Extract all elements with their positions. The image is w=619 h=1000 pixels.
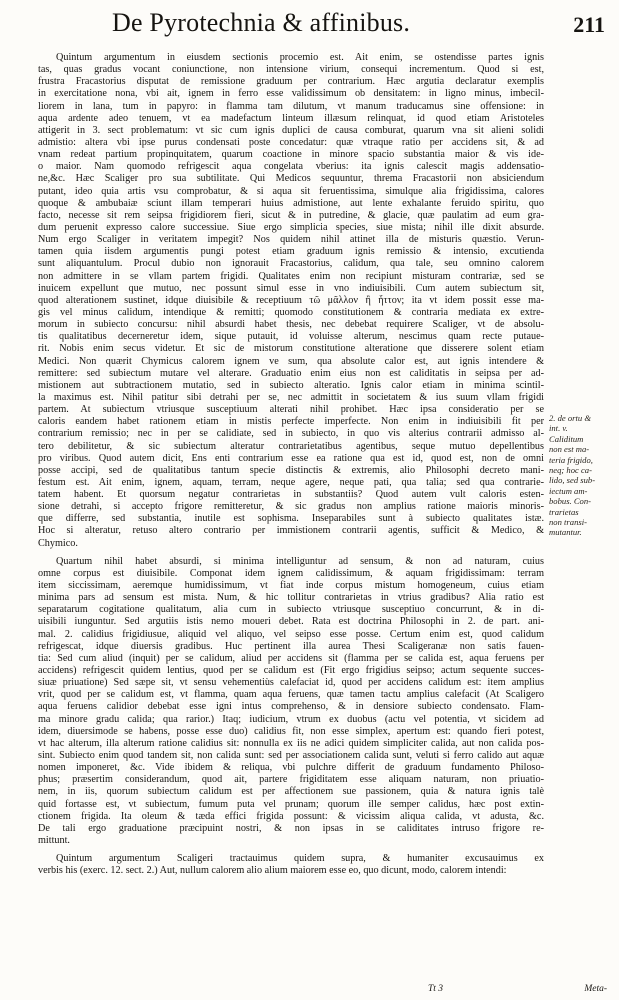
text-line: liorem in lana, tum in papyro: in flamma tam dilutum, vt manum traducamus sine offensione: in (38, 100, 544, 112)
text-line: dum peruenit expresso calore successiue. Siue ergo simplicia species, siue mista; nihil ille dixit absurde. (38, 221, 544, 233)
text-line: o maior. Nam quomodo refrigescit aqua congelata vberius: ita ignis calescit magis addensatio- (38, 161, 544, 173)
text-line: attigerit in 3. sect problematum: vt sic cum ignis duplici de causa comburat, quarum vna sit alieni solidi (38, 124, 544, 136)
text-line: omne corpus est diuisibile. Componat idem ignem calidissimum, & aquam frigidissimam: terram (38, 567, 544, 579)
page-number: 211 (573, 12, 605, 37)
text-line: vnam redeat partium propinquitatem, quarum coactione in minore spacio substantia maior & vis ide- (38, 149, 544, 161)
text-line: partem. At subiectum vtriusque susceptiuum alterati nihil prohibet. Hæc ipsa consideratio per se (38, 404, 544, 416)
text-line: remittere: sed subiectum mutare vel alterare. Graduatio enim eius non est caliditatis in seipsa per ad- (38, 367, 544, 379)
text-line: sint. Subiecto enim quod tandem sit, non calida sunt: sed per associationem calida sunt, veluti si ferro calido aut aquæ (38, 750, 544, 762)
text-line: quoque & ambubaiæ sciunt illam temperari huius admistione, aut lente exhalante feruido spiritu, quo (38, 197, 544, 209)
text-line: in exercitatione nona, vbi ait, ignem in ferro esse validissimum ob densitatem: in ligno minus, imbecil- (38, 88, 544, 100)
text-line: tia: Sed cum aliud (inquit) per se calidum, aliud per accidens sit (flamma per se calida est, aqua feruens per (38, 652, 544, 664)
text-line: tas, quas gradus vocant coniunctione, non intensione virium, consequi incrementum. Quod si est, (38, 64, 544, 76)
text-line: que differre, sed substantia, inutile est sophisma. Inseparabiles sunt à subiecto qualitates istæ. (38, 513, 544, 525)
text-line: aqua feruens calidior debebat esse igni intus comprehenso, & in densiore subiecto condensato. Flam- (38, 701, 544, 713)
text-line: tero debilitetur, & sic subiectum alteratur contrarietatibus agentibus, seque mutuo depellentibus (38, 440, 544, 452)
main-text (38, 52, 544, 877)
text-line: vt hac alterum, illa alterum ratione calidius sit: nonnulla ex iis ne adici quidem simpliciter calida, aut non calida pos- (38, 737, 544, 749)
text-line: vrit, quod per se calidum est, vt flamma, quam aqua feruens, quæ tamen tactu amplius calefacit (At Scaligero (38, 689, 544, 701)
text-line: verbis his (exerc. 12. sect. 2.) Aut, nullum calorem alio alium maiorem esse eo, quo dicunt, modo, calorem intendi: (38, 865, 507, 877)
text-line: refrigescat, idque diuersis gradibus. Huc pertinent illa aurea Thesi Scaligeranæ non satis fauen- (38, 640, 544, 652)
text-line: minima pars ad sensum est mista. Num, & hic tollitur contrarietas in vtrius gradibus? Alia ratio est (38, 592, 544, 604)
text-line: separatarum cogitatione qualitatum, alia cum in subiecto vtriusque susceptiuo concurrunt, & in di- (38, 604, 544, 616)
text-line: pro viribus. Quod autem dicit, Ens enti contrarium esse ea ratione qua est id, quod est, non de omni (38, 452, 544, 464)
text-line: la maximus est. Nihil patitur sibi detrahi per se, nec admittit in societatem & ius suum vllam frigidi (38, 391, 544, 403)
text-line: quod alterationem sustinet, idque diuisibile & receptiuum τῶ μᾶλλον ἢ ἧττον; ita vt idem possit esse ma- (38, 294, 544, 306)
text-line: Quintum argumentum Scaligeri tractauimus quidem supra, & humaniter excusauimus ex (56, 853, 544, 865)
signature-mark: Tt 3 (428, 984, 444, 994)
text-line: mittunt. (38, 835, 70, 846)
text-line: non admittere in se vllam partem frigidi. Qualitates enim non recipiunt misturam contrariæ, sed se (38, 270, 544, 282)
text-line: sunt aliquantulum. Procul dubio non ignorauit Fracastorius, calidum, qua tale, seu omnino calorem (38, 258, 544, 270)
text-line: caloris eandem habet rationem etiam in mistis perfecte imperfecte. Non enim in indiuisibili fit per (38, 416, 544, 428)
text-line: Quartum nihil habet absurdi, si minima intelliguntur ad sensum, & non ad naturam, cuius (56, 555, 544, 567)
text-line: Quintum argumentum in eiusdem sectionis procemio est. Ait enim, se ostendisse partes ignis (56, 52, 544, 63)
margin-note-line: trarietas (549, 506, 579, 517)
text-line: Medici. Non quærit Chymicus calorem ignem ve sum, qua absolute calor est, aut ignis intendere & (38, 355, 544, 367)
text-line: ma minore gradu calida; qua rarior.) Itaq; iudicium, vtrum ex duobus (actu vel potentia, vt sicidem ad (38, 713, 544, 725)
text-line: Num ergo Scaliger in veritatem impegit? Nos quidem nihil attinet illa de misturis quæstio. Verun- (38, 234, 544, 246)
margin-note-line: lido, sed sub- (549, 475, 596, 486)
text-line: ne,&c. Hæc Scaliger pro sua subtilitate. Qui Medicos sequuntur, threma Fracastorii non absiciendum (38, 173, 544, 185)
text-line: phus; præsertim considerandum, quod ait, partere frigiditatem esse aliquam naturam, non priuatio- (38, 774, 544, 786)
text-line: tis qualitatibus decerneretur idem, sique putauit, id voluisse alterum, nescimus quam recte putaue- (38, 331, 544, 343)
text-line: frustra Fracastorius disputat de remissione graduum per contrarium. Hæc argutia declaratur exemplis (38, 76, 544, 88)
text-line: quid fortasse est, vt subiectum, fumum puta vel prunam; quorum ille semper calidus, hæc post extin- (38, 798, 544, 810)
text-line: contrarium remissio; nec in per se calidiate, sed in subiecto, in quo vis alterius contrarii admisso al- (38, 428, 544, 440)
catchword: Meta- (584, 984, 607, 994)
margin-note-line: Caliditum (549, 433, 584, 444)
text-line: gis vel minus calidum, intendique & remitti; quomodo constitutionem & contraria mediata ex extre- (38, 306, 544, 318)
text-line: facto, necesse sit rem seipsa frigidiorem fieri, sicut & in putredine, & glacie, quæ paulatim ad eum gra- (38, 209, 544, 221)
paragraph (38, 853, 544, 877)
margin-note-line: bobus. Con- (549, 496, 592, 507)
text-line: mal. 2. calidius frigidiusue, aliquid vel aliquo, vel seipso esse posse. Certum enim est, quod calidum (38, 628, 544, 640)
text-line: rit. Nobis enim secus videtur. Et sic de mistorum constitutione alteratione que disserere solent etiam (38, 343, 544, 355)
text-line: aqua ardente adeo tenuem, vt ea madefactum linteum illæsum relinquat, id quod etiam Aristoteles (38, 112, 544, 124)
margin-note-line: mutantur. (549, 527, 582, 538)
text-line: idem, diuersimode se habens, posse esse duo) calidius fit, non esse simplex, apertum est: quando fieri potest, (38, 725, 544, 737)
text-line: posse accipi, sed de qualitatibus tantum specie distinctis & extremis, alio Philosophi decreto mani- (38, 464, 544, 476)
text-line: tatem habent. Et quorsum negatur contrarietas in substantiis? Quod autem vult caloris esten- (38, 489, 544, 501)
text-line: nem, in iis, quorum subiectum calidum est per affectionem sue passionem, quia & natura ignis talè (38, 786, 544, 798)
margin-note-line: 2. de ortu & (549, 413, 592, 423)
text-line: siuæ priuatione) Sed sæpe sit, vt sensu vehementiùs calefaciat id, quod per accidens calidum est: item amplius (38, 677, 544, 689)
text-line: sione detrahi, si accepto frigore remitteretur, & sic gradus non amplius ratione maioris minoris- (38, 501, 544, 513)
text-line: De tali ergo graduatione præcipuint nostri, & non ipsas in se caliditates intruso frigore re- (38, 822, 544, 834)
text-line: inuicem expellunt que mutuo, nec possunt simul esse in vno indiuisibili. Cum autem subiectum sit, (38, 282, 544, 294)
margin-note-line: neq; hoc ca- (549, 465, 592, 476)
text-line: ctionem frigida. Ita oleum & tæda effici frigida possunt: & vicissim aliqua calida, vt adusta, &c. (38, 810, 544, 822)
margin-note-line: teria frigido, (549, 454, 593, 465)
margin-note-line: int. v. (549, 423, 568, 434)
text-line: festum est. Ait enim, ignem, aquam, terram, neque agere, neque pati, qua talia; sed qua contrarie- (38, 476, 544, 488)
paragraph (38, 52, 544, 550)
text-line: Hoc si alteratur, retuso altero contrario per immistionem contrarii agentis, sufficit & Medico, & (38, 525, 544, 537)
text-line: uisibili iunguntur. Sed argutiis istis nemo moueri debet. Rata est doctrina Philosophi in 2. de part. ani- (38, 616, 544, 628)
text-line: admistio: altera vbi ipse purus condensati poste concedatur: quæ vtraque ratio per accidens sit, & ad (38, 136, 544, 148)
text-line: item siccissimam, aeremque humidissimum, vt fiat inde corpus mistum homogeneum, cuius etiam (38, 580, 544, 592)
text-line: putant, ideo quia artis vsu comprobatur, & si aqua sit feruentissima, simulque alia frigidissima, calores (38, 185, 544, 197)
margin-note-line: iectum am- (549, 485, 588, 496)
page-header (0, 8, 619, 44)
text-line: morum in subiecto concursu: nihil absurdi habet thesis, nec debebat requirere Scaliger, vt de absolu- (38, 319, 544, 331)
margin-note-line: non est ma- (549, 444, 590, 455)
text-line: Chymico. (38, 537, 78, 549)
margin-note-line: non transi- (549, 517, 587, 528)
text-line: tamen quia iisdem argumentis pungi potest etiam graduum ignis remissio & intensio, excutienda (38, 246, 544, 258)
running-title: De Pyrotechnia & affinibus. (112, 8, 411, 37)
text-line: mistionem aut subtractionem mutatio, sed in subiecto alteratio. Ignis calor etiam in minima scintil- (38, 379, 544, 391)
text-line: nomen imponeret, &c. Vide ibidem & reliqua, vbi pulchre differit de graduum fundamento Philoso- (38, 762, 544, 774)
margin-note (549, 413, 615, 538)
text-line: accidens) refrigescit quidem lentius, quod per se calidum est (Fit ergo frigidius seipso; actum sequente succes- (38, 665, 544, 677)
paragraph (38, 556, 544, 847)
